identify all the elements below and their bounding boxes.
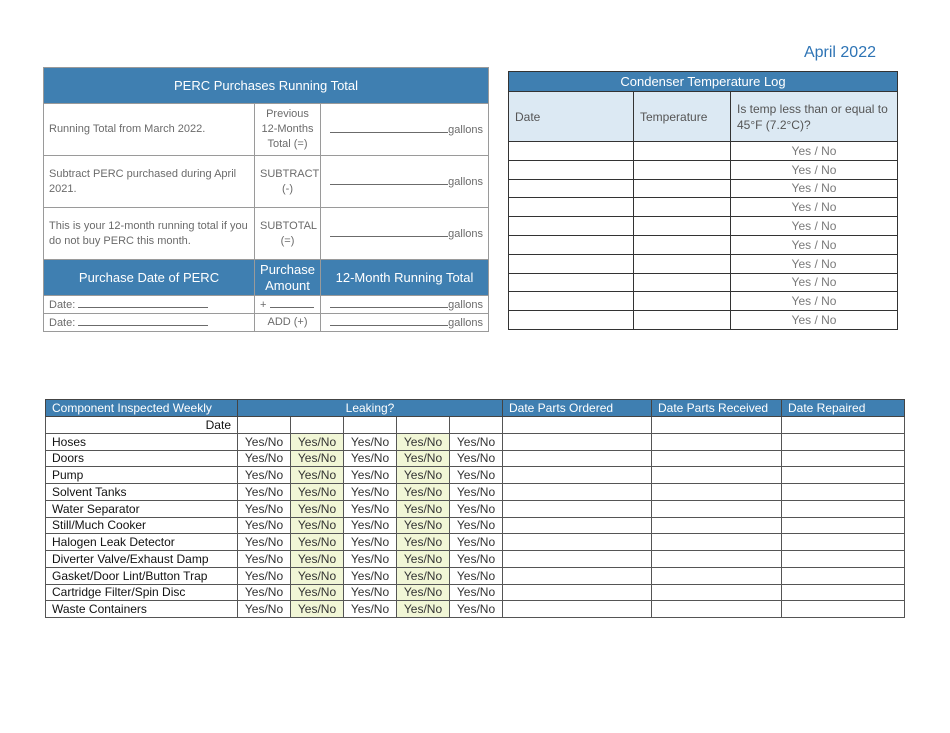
leak-yes-no-cell[interactable]: Yes/No xyxy=(397,450,450,467)
parts-ordered-cell[interactable] xyxy=(503,551,652,568)
perc-op-line: Total (=) xyxy=(267,138,308,150)
inspection-row xyxy=(46,517,905,534)
leak-yes-no-cell[interactable]: Yes/No xyxy=(238,534,291,551)
condenser-threshold-header: Is temp less than or equal to 45°F (7.2°C)? xyxy=(731,92,898,142)
leak-yes-no-cell[interactable]: Yes/No xyxy=(344,567,397,584)
purchase-date-field[interactable] xyxy=(44,296,255,314)
condenser-temperature-log xyxy=(508,71,898,330)
inspection-row xyxy=(46,433,905,450)
parts-received-header: Date Parts Received xyxy=(652,400,782,417)
inspection-row xyxy=(46,584,905,601)
date-repaired-cell[interactable] xyxy=(782,534,905,551)
leak-yes-no-cell[interactable]: Yes/No xyxy=(291,450,344,467)
condenser-yes-no-cell[interactable]: Yes / No xyxy=(731,273,898,292)
inspection-date-field[interactable] xyxy=(397,417,450,434)
parts-received-cell[interactable] xyxy=(652,484,782,501)
leak-yes-no-cell[interactable]: Yes/No xyxy=(344,433,397,450)
leak-yes-no-cell[interactable]: Yes/No xyxy=(238,433,291,450)
purchase-entry-row xyxy=(44,296,489,314)
leak-yes-no-cell[interactable]: Yes/No xyxy=(450,584,503,601)
inspection-date-field[interactable] xyxy=(238,417,291,434)
condenser-temperature-header: Temperature xyxy=(634,92,731,142)
component-name: Pump xyxy=(46,467,238,484)
leak-yes-no-cell[interactable]: Yes/No xyxy=(238,601,291,618)
inspection-date-field[interactable] xyxy=(344,417,397,434)
leak-yes-no-cell[interactable]: Yes/No xyxy=(397,551,450,568)
condenser-date-header: Date xyxy=(509,92,634,142)
perc-row-operation xyxy=(255,208,321,260)
leak-yes-no-cell[interactable]: Yes/No xyxy=(450,450,503,467)
perc-row xyxy=(44,208,489,260)
condenser-log-row xyxy=(509,254,898,273)
condenser-yes-no-cell[interactable]: Yes / No xyxy=(731,254,898,273)
condenser-temperature-cell[interactable] xyxy=(634,179,731,198)
leak-yes-no-cell[interactable]: Yes/No xyxy=(291,551,344,568)
condenser-yes-no-cell[interactable]: Yes / No xyxy=(731,235,898,254)
parts-ordered-cell[interactable] xyxy=(503,417,652,434)
condenser-temperature-cell[interactable] xyxy=(634,311,731,330)
leaking-header: Leaking? xyxy=(238,400,503,417)
leak-yes-no-cell[interactable]: Yes/No xyxy=(397,500,450,517)
leak-yes-no-cell[interactable]: Yes/No xyxy=(344,601,397,618)
leak-yes-no-cell[interactable]: Yes/No xyxy=(238,517,291,534)
leak-yes-no-cell[interactable]: Yes/No xyxy=(450,433,503,450)
leak-yes-no-cell[interactable]: Yes/No xyxy=(291,500,344,517)
leak-yes-no-cell[interactable]: Yes/No xyxy=(344,450,397,467)
date-repaired-cell[interactable] xyxy=(782,584,905,601)
parts-ordered-cell[interactable] xyxy=(503,601,652,618)
leak-yes-no-cell[interactable]: Yes/No xyxy=(291,601,344,618)
component-name: Hoses xyxy=(46,433,238,450)
condenser-log-row xyxy=(509,235,898,254)
purchase-entry-row xyxy=(44,314,489,332)
date-repaired-cell[interactable] xyxy=(782,417,905,434)
parts-received-cell[interactable] xyxy=(652,534,782,551)
inspection-row xyxy=(46,484,905,501)
perc-table-title: PERC Purchases Running Total xyxy=(44,68,489,104)
gallons-field[interactable] xyxy=(321,208,489,260)
condenser-yes-no-cell[interactable]: Yes / No xyxy=(731,142,898,161)
condenser-temperature-cell[interactable] xyxy=(634,273,731,292)
purchase-date-header: Purchase Date of PERC xyxy=(44,260,255,296)
parts-ordered-cell[interactable] xyxy=(503,467,652,484)
date-repaired-cell[interactable] xyxy=(782,517,905,534)
leak-yes-no-cell[interactable]: Yes/No xyxy=(344,484,397,501)
condenser-log-row xyxy=(509,273,898,292)
inspection-date-field[interactable] xyxy=(450,417,503,434)
perc-op-line: (-) xyxy=(282,182,293,195)
condenser-log-row xyxy=(509,217,898,236)
condenser-date-cell[interactable] xyxy=(509,142,634,161)
date-repaired-cell[interactable] xyxy=(782,433,905,450)
perc-op-line: Previous xyxy=(266,108,309,120)
condenser-temperature-cell[interactable] xyxy=(634,292,731,311)
condenser-date-cell[interactable] xyxy=(509,311,634,330)
leak-yes-no-cell[interactable]: Yes/No xyxy=(344,584,397,601)
perc-row-operation xyxy=(255,104,321,156)
parts-received-cell[interactable] xyxy=(652,584,782,601)
leak-yes-no-cell[interactable]: Yes/No xyxy=(450,601,503,618)
leak-yes-no-cell[interactable]: Yes/No xyxy=(238,500,291,517)
leak-yes-no-cell[interactable]: Yes/No xyxy=(291,433,344,450)
parts-received-cell[interactable] xyxy=(652,417,782,434)
condenser-log-row xyxy=(509,160,898,179)
parts-ordered-header: Date Parts Ordered xyxy=(503,400,652,417)
date-repaired-cell[interactable] xyxy=(782,484,905,501)
condenser-yes-no-cell[interactable]: Yes / No xyxy=(731,217,898,236)
condenser-log-row xyxy=(509,179,898,198)
condenser-temperature-cell[interactable] xyxy=(634,254,731,273)
date-label: Date: xyxy=(49,317,76,329)
condenser-log-title: Condenser Temperature Log xyxy=(509,72,898,92)
unit-label: gallons xyxy=(448,124,484,136)
weekly-inspection-table xyxy=(45,399,905,618)
parts-received-cell[interactable] xyxy=(652,500,782,517)
condenser-temperature-cell[interactable] xyxy=(634,217,731,236)
leak-yes-no-cell[interactable]: Yes/No xyxy=(238,567,291,584)
date-repaired-cell[interactable] xyxy=(782,567,905,584)
leak-yes-no-cell[interactable]: Yes/No xyxy=(344,467,397,484)
component-name: Water Separator xyxy=(46,500,238,517)
parts-ordered-cell[interactable] xyxy=(503,484,652,501)
condenser-date-cell[interactable] xyxy=(509,179,634,198)
parts-received-cell[interactable] xyxy=(652,517,782,534)
condenser-yes-no-cell[interactable]: Yes / No xyxy=(731,160,898,179)
condenser-log-row xyxy=(509,311,898,330)
unit-label: gallons xyxy=(448,317,484,329)
parts-received-cell[interactable] xyxy=(652,450,782,467)
purchase-amount-header: Purchase Amount xyxy=(255,260,321,296)
leak-yes-no-cell[interactable]: Yes/No xyxy=(291,567,344,584)
leak-yes-no-cell[interactable]: Yes/No xyxy=(397,584,450,601)
perc-op-line: SUBTRACT xyxy=(260,167,320,180)
component-name: Diverter Valve/Exhaust Damp xyxy=(46,551,238,568)
perc-row xyxy=(44,156,489,208)
gallons-field[interactable] xyxy=(321,156,489,208)
leak-yes-no-cell[interactable]: Yes/No xyxy=(344,517,397,534)
date-repaired-cell[interactable] xyxy=(782,467,905,484)
condenser-yes-no-cell[interactable]: Yes / No xyxy=(731,198,898,217)
leak-yes-no-cell[interactable]: Yes/No xyxy=(291,534,344,551)
inspection-row xyxy=(46,551,905,568)
leak-yes-no-cell[interactable]: Yes/No xyxy=(450,534,503,551)
inspection-date-label: Date xyxy=(46,417,238,434)
unit-label: gallons xyxy=(448,228,484,240)
leak-yes-no-cell[interactable]: Yes/No xyxy=(450,567,503,584)
amount-prefix: + xyxy=(260,299,267,311)
condenser-temperature-cell[interactable] xyxy=(634,235,731,254)
leak-yes-no-cell[interactable]: Yes/No xyxy=(450,467,503,484)
condenser-temperature-cell[interactable] xyxy=(634,198,731,217)
leak-yes-no-cell[interactable]: Yes/No xyxy=(397,467,450,484)
condenser-log-row xyxy=(509,198,898,217)
leak-yes-no-cell[interactable]: Yes/No xyxy=(238,450,291,467)
unit-label: gallons xyxy=(448,299,484,311)
parts-received-cell[interactable] xyxy=(652,551,782,568)
leak-yes-no-cell[interactable]: Yes/No xyxy=(397,433,450,450)
inspection-row xyxy=(46,601,905,618)
leak-yes-no-cell[interactable]: Yes/No xyxy=(291,467,344,484)
condenser-date-cell[interactable] xyxy=(509,217,634,236)
gallons-field[interactable] xyxy=(321,296,489,314)
component-name: Halogen Leak Detector xyxy=(46,534,238,551)
date-repaired-header: Date Repaired xyxy=(782,400,905,417)
leak-yes-no-cell[interactable]: Yes/No xyxy=(450,551,503,568)
perc-row-operation xyxy=(255,156,321,208)
purchase-amount-field[interactable] xyxy=(255,296,321,314)
perc-row xyxy=(44,104,489,156)
perc-row-description: Subtract PERC purchased during April 2021. xyxy=(44,156,255,208)
condenser-log-row xyxy=(509,292,898,311)
perc-op-line: 12-Months xyxy=(261,123,314,135)
leak-yes-no-cell[interactable]: Yes/No xyxy=(450,484,503,501)
condenser-temperature-cell[interactable] xyxy=(634,142,731,161)
leak-yes-no-cell[interactable]: Yes/No xyxy=(344,551,397,568)
condenser-yes-no-cell[interactable]: Yes / No xyxy=(731,179,898,198)
leak-yes-no-cell[interactable]: Yes/No xyxy=(450,517,503,534)
parts-received-cell[interactable] xyxy=(652,467,782,484)
leak-yes-no-cell[interactable]: Yes/No xyxy=(238,484,291,501)
purchase-date-field[interactable] xyxy=(44,314,255,332)
parts-ordered-cell[interactable] xyxy=(503,450,652,467)
perc-row-description: Running Total from March 2022. xyxy=(44,104,255,156)
parts-received-cell[interactable] xyxy=(652,433,782,450)
parts-ordered-cell[interactable] xyxy=(503,567,652,584)
parts-ordered-cell[interactable] xyxy=(503,500,652,517)
inspection-date-field[interactable] xyxy=(291,417,344,434)
page-month-title: April 2022 xyxy=(803,44,876,61)
date-repaired-cell[interactable] xyxy=(782,450,905,467)
condenser-date-cell[interactable] xyxy=(509,273,634,292)
condenser-date-cell[interactable] xyxy=(509,292,634,311)
inspection-row xyxy=(46,534,905,551)
condenser-yes-no-cell[interactable]: Yes / No xyxy=(731,292,898,311)
perc-op-line: SUBTOTAL xyxy=(260,219,318,232)
leak-yes-no-cell[interactable]: Yes/No xyxy=(397,484,450,501)
inspection-row xyxy=(46,567,905,584)
component-name: Gasket/Door Lint/Button Trap xyxy=(46,567,238,584)
date-label: Date: xyxy=(49,299,76,311)
inspection-row xyxy=(46,450,905,467)
perc-op-line: (=) xyxy=(280,234,295,247)
leak-yes-no-cell[interactable]: Yes/No xyxy=(450,500,503,517)
inspection-row xyxy=(46,500,905,517)
running-total-header: 12-Month Running Total xyxy=(321,260,489,296)
leak-yes-no-cell[interactable]: Yes/No xyxy=(344,534,397,551)
parts-ordered-cell[interactable] xyxy=(503,534,652,551)
component-header: Component Inspected Weekly xyxy=(46,400,238,417)
condenser-date-cell[interactable] xyxy=(509,160,634,179)
leak-yes-no-cell[interactable]: Yes/No xyxy=(397,567,450,584)
inspection-row xyxy=(46,467,905,484)
leak-yes-no-cell[interactable]: Yes/No xyxy=(397,517,450,534)
parts-received-cell[interactable] xyxy=(652,601,782,618)
date-repaired-cell[interactable] xyxy=(782,601,905,618)
condenser-log-row xyxy=(509,142,898,161)
condenser-date-cell[interactable] xyxy=(509,254,634,273)
date-repaired-cell[interactable] xyxy=(782,500,905,517)
parts-ordered-cell[interactable] xyxy=(503,584,652,601)
gallons-field[interactable] xyxy=(321,104,489,156)
component-name: Doors xyxy=(46,450,238,467)
date-repaired-cell[interactable] xyxy=(782,551,905,568)
condenser-yes-no-cell[interactable]: Yes / No xyxy=(731,311,898,330)
component-name: Cartridge Filter/Spin Disc xyxy=(46,584,238,601)
leak-yes-no-cell[interactable]: Yes/No xyxy=(238,467,291,484)
leak-yes-no-cell[interactable]: Yes/No xyxy=(238,551,291,568)
perc-running-total-table xyxy=(43,67,489,332)
leak-yes-no-cell[interactable]: Yes/No xyxy=(397,601,450,618)
component-name: Still/Much Cooker xyxy=(46,517,238,534)
leak-yes-no-cell[interactable]: Yes/No xyxy=(344,500,397,517)
component-name: Solvent Tanks xyxy=(46,484,238,501)
condenser-date-cell[interactable] xyxy=(509,198,634,217)
leak-yes-no-cell[interactable]: Yes/No xyxy=(291,517,344,534)
leak-yes-no-cell[interactable]: Yes/No xyxy=(397,534,450,551)
leak-yes-no-cell[interactable]: Yes/No xyxy=(291,484,344,501)
parts-ordered-cell[interactable] xyxy=(503,517,652,534)
unit-label: gallons xyxy=(448,176,484,188)
gallons-field[interactable] xyxy=(321,314,489,332)
condenser-date-cell[interactable] xyxy=(509,235,634,254)
leak-yes-no-cell[interactable]: Yes/No xyxy=(291,584,344,601)
parts-received-cell[interactable] xyxy=(652,567,782,584)
leak-yes-no-cell[interactable]: Yes/No xyxy=(238,584,291,601)
perc-row-description: This is your 12-month running total if you do not buy PERC this month. xyxy=(44,208,255,260)
purchase-amount-field[interactable]: ADD (+) xyxy=(255,314,321,332)
condenser-temperature-cell[interactable] xyxy=(634,160,731,179)
parts-ordered-cell[interactable] xyxy=(503,433,652,450)
component-name: Waste Containers xyxy=(46,601,238,618)
